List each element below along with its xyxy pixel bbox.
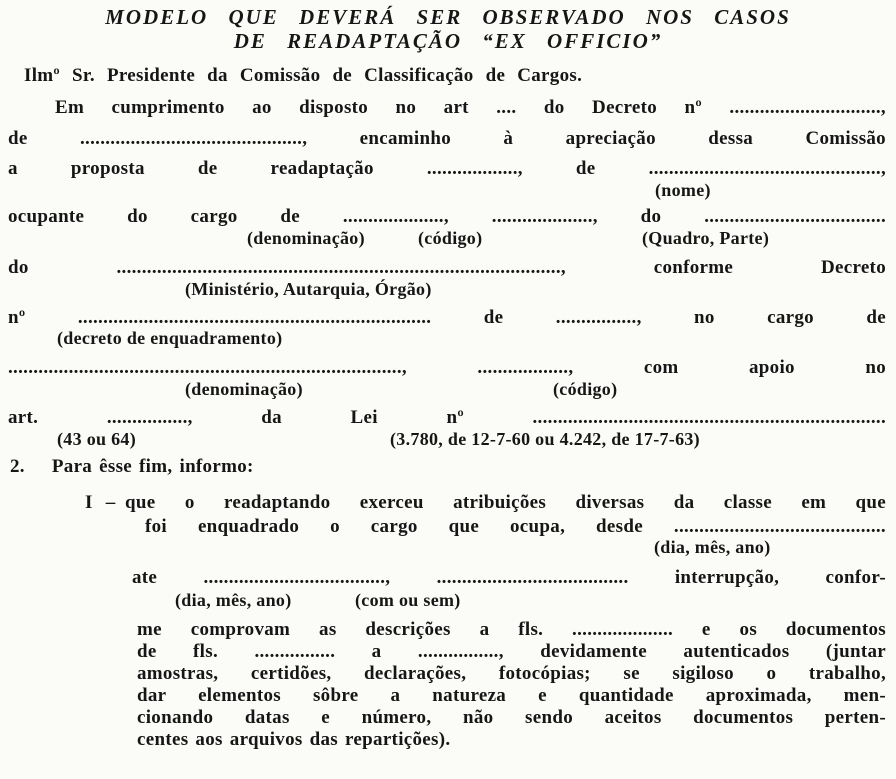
paragraph1-line5: do ........................................................................................, conforme Decreto xyxy=(8,257,886,278)
document-title-line2: DE READAPTAÇÃO “EX OFFICIO” xyxy=(233,29,663,53)
hint-com-ou-sem: (com ou sem) xyxy=(355,590,461,610)
item-I-line9: centes aos arquivos das repartições). xyxy=(137,729,451,750)
item-I-line3: ate ...................................., ...................................... interrupção, confor- xyxy=(132,567,886,588)
item-I-line6: amostras, certidões, declarações, fotocópias; se sigiloso o trabalho, xyxy=(137,663,886,684)
item-I-marker: I – xyxy=(85,492,116,513)
paragraph1-line1: Em cumprimento ao disposto no art .... do Decreto nº .............................., xyxy=(55,97,886,118)
hint-denominacao-1: (denominação) xyxy=(247,228,365,248)
paragraph1-line3: a proposta de readaptação .................., de .............................................., xyxy=(8,158,886,179)
paragraph1-line8: art. ................, da Lei nº ...................................................................... xyxy=(8,407,886,428)
item-I-line7: dar elementos sôbre a natureza e quantidade aproximada, men- xyxy=(137,685,886,706)
item-2-number: 2. xyxy=(10,456,25,477)
item-I-line8: cionando datas e número, não sendo aceitos documentos perten- xyxy=(137,707,886,728)
item-I-line1: que o readaptando exerceu atribuições diversas da classe em que xyxy=(125,492,886,513)
paragraph1-line2: de ............................................, encaminho à apreciação dessa Comissão xyxy=(8,128,886,149)
item-I-line2: foi enquadrado o cargo que ocupa, desde .......................................... xyxy=(145,516,886,537)
hint-decreto-enquadramento: (decreto de enquadramento) xyxy=(57,328,283,348)
paragraph1-line6: nº ...................................................................... de ................, no cargo de xyxy=(8,307,886,328)
hint-dia-mes-ano-2: (dia, mês, ano) xyxy=(175,590,292,610)
paragraph1-line7: .............................................................................., .................., com apoio no xyxy=(8,357,886,378)
salutation-line: Ilmº Sr. Presidente da Comissão de Classificação de Cargos. xyxy=(24,65,583,86)
hint-quadro-parte: (Quadro, Parte) xyxy=(642,228,770,248)
hint-43-ou-64: (43 ou 64) xyxy=(57,429,136,449)
hint-dia-mes-ano-1: (dia, mês, ano) xyxy=(654,537,771,557)
paragraph1-line4: ocupante do cargo de ...................., ...................., do .................................... xyxy=(8,206,886,227)
document-title-line1: MODELO QUE DEVERÁ SER OBSERVADO NOS CASOS xyxy=(105,5,791,29)
hint-codigo-1: (código) xyxy=(418,228,483,248)
hint-nome: (nome) xyxy=(655,180,711,200)
item-2-heading xyxy=(10,455,254,478)
item-I-line5: de fls. ................ a ................, devidamente autenticados (juntar xyxy=(137,641,886,662)
hint-denominacao-2: (denominação) xyxy=(185,379,303,399)
hint-lei-numeros: (3.780, de 12-7-60 ou 4.242, de 17-7-63) xyxy=(390,429,700,449)
hint-ministerio-autarquia-orgao: (Ministério, Autarquia, Órgão) xyxy=(185,279,432,299)
item-2-text: Para êsse fim, informo: xyxy=(51,456,254,477)
hint-codigo-2: (código) xyxy=(553,379,618,399)
item-I-line4: me comprovam as descrições a fls. .................... e os documentos xyxy=(137,619,886,640)
